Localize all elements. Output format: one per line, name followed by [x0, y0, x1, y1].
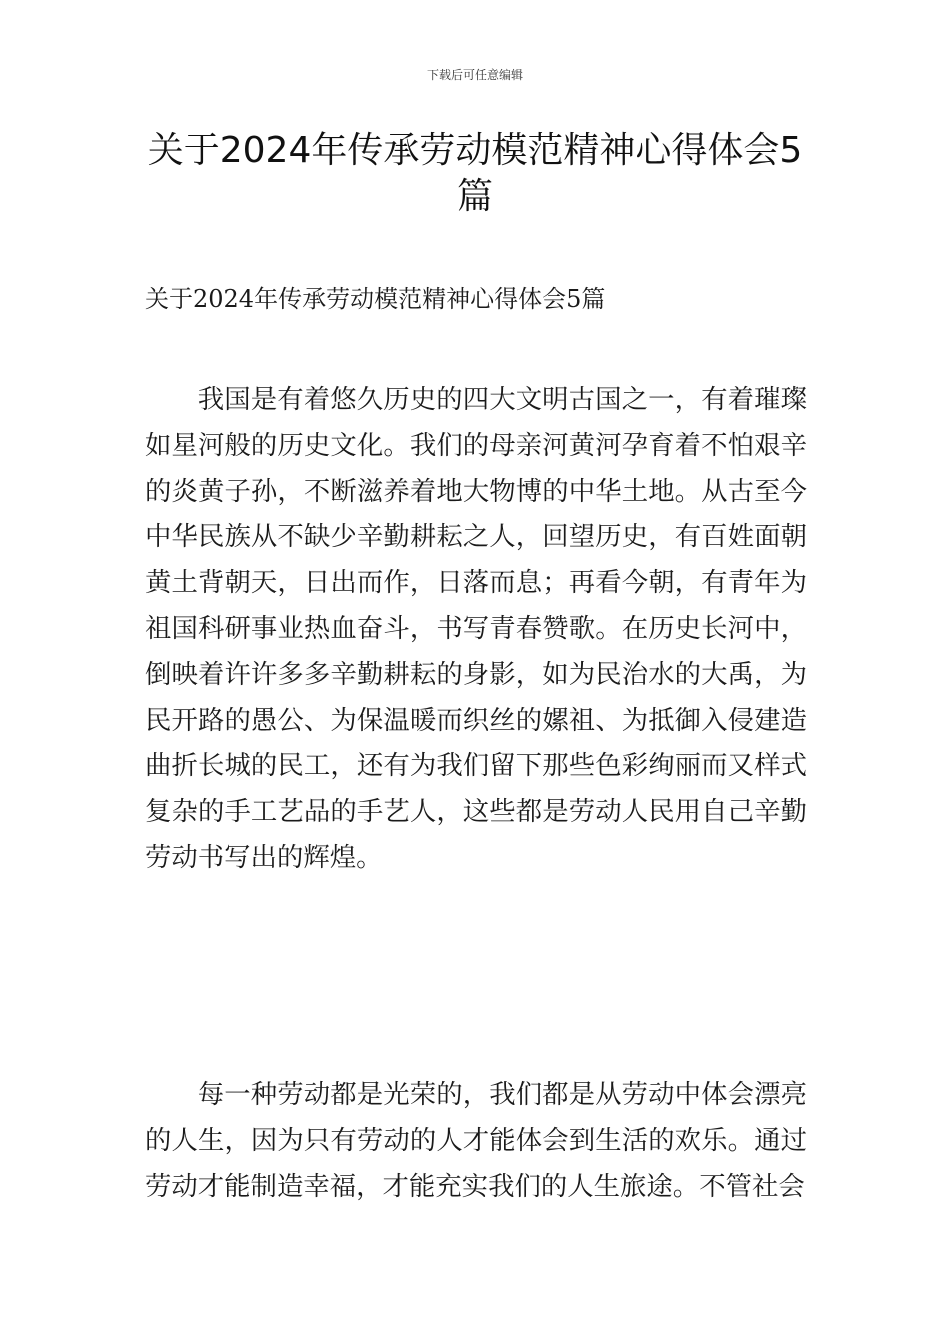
body-paragraph: 我国是有着悠久历史的四大文明古国之一，有着璀璨如星河般的历史文化。我们的母亲河黄河孕育着不怕艰辛的炎黄子孙，不断滋养着地大物博的中华土地。从古至今中华民族从不缺少辛勤耕耘之人，回望历史，有百姓面朝黄土背朝天，日出而作，日落而息；再看今朝，有青年为祖国科研事业热血奋斗，书写青春赞歌。在历史长河中，倒映着许许多多辛勤耕耘的身影，如为民治水的大禹，为民开路的愚公、为保温暖而织丝的嫘祖、为抵御入侵建造曲折长城的民工，还有为我们留下那些色彩绚丽而又样式复杂的手工艺品的手艺人，这些都是劳动人民用自己辛勤劳动书写出的辉煌。: [145, 384, 807, 873]
document-title: 关于2024年传承劳动模范精神心得体会5篇: [147, 130, 803, 217]
body-paragraph: 每一种劳动都是光荣的，我们都是从劳动中体会漂亮的人生，因为只有劳动的人才能体会到生活的欢乐。通过劳动才能制造幸福，才能充实我们的人生旅途。不管社会: [145, 1079, 807, 1202]
page-header-note: 下载后可任意编辑: [426, 68, 523, 82]
document-subtitle: 关于2024年传承劳动模范精神心得体会5篇: [145, 285, 606, 313]
